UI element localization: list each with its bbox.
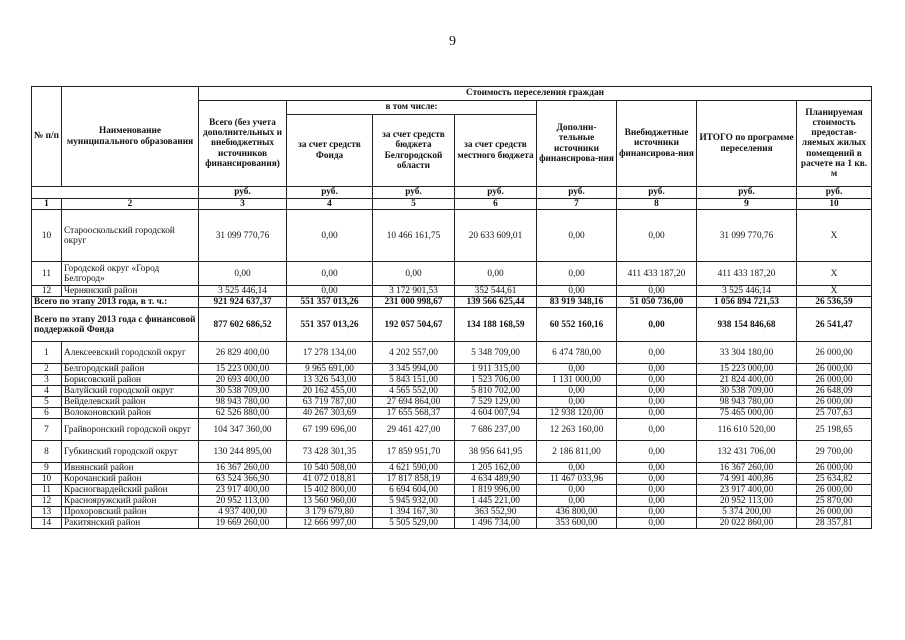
cell-total: 20 693 400,00 xyxy=(199,375,287,386)
cell-region: 17 655 568,37 xyxy=(373,408,455,419)
cell-extrabudget: 51 050 736,00 xyxy=(617,297,697,308)
row-name: Красногвардейский район xyxy=(62,485,199,496)
cell-additional: 0,00 xyxy=(537,485,617,496)
cell-fund: 0,00 xyxy=(287,286,373,297)
cell-total: 15 223 000,00 xyxy=(199,364,287,375)
header-group-title: Стоимость переселения граждан xyxy=(199,87,872,101)
cell-planned: 25 198,65 xyxy=(797,419,872,441)
cell-itogo: 15 223 000,00 xyxy=(697,364,797,375)
cell-total: 4 937 400,00 xyxy=(199,507,287,518)
row-num: 14 xyxy=(32,518,62,529)
cell-local: 20 633 609,01 xyxy=(455,210,537,262)
cell-region: 5 843 151,00 xyxy=(373,375,455,386)
total-label: Всего по этапу 2013 года с финансовой поддержкой Фонда xyxy=(32,308,199,342)
cell-total: 98 943 780,00 xyxy=(199,397,287,408)
resettlement-cost-table xyxy=(31,86,872,529)
row-num: 11 xyxy=(32,262,62,286)
cell-region: 17 859 951,70 xyxy=(373,441,455,463)
cell-additional: 0,00 xyxy=(537,496,617,507)
table-row xyxy=(32,375,872,386)
row-name: Белгородский район xyxy=(62,364,199,375)
header-num: № п/п xyxy=(32,87,62,187)
cell-extrabudget: 0,00 xyxy=(617,375,697,386)
cell-local: 7 529 129,00 xyxy=(455,397,537,408)
cell-itogo: 411 433 187,20 xyxy=(697,262,797,286)
cell-local: 0,00 xyxy=(455,262,537,286)
cell-region: 1 394 167,30 xyxy=(373,507,455,518)
cell-planned: 26 541,47 xyxy=(797,308,872,342)
unit-label: руб. xyxy=(287,187,373,199)
cell-region: 192 057 504,67 xyxy=(373,308,455,342)
cell-fund: 12 666 997,00 xyxy=(287,518,373,529)
cell-itogo: 30 538 709,00 xyxy=(697,386,797,397)
col-number: 2 xyxy=(62,199,199,210)
cell-total: 30 538 709,00 xyxy=(199,386,287,397)
cell-additional: 0,00 xyxy=(537,463,617,474)
header-fund: за счет средств Фонда xyxy=(287,115,373,187)
cell-local: 4 634 489,90 xyxy=(455,474,537,485)
header-additional: Дополни-тельные источники финансирова-ния xyxy=(537,101,617,187)
cell-local: 139 566 625,44 xyxy=(455,297,537,308)
cell-additional: 1 131 000,00 xyxy=(537,375,617,386)
cell-fund: 9 965 691,00 xyxy=(287,364,373,375)
table-row xyxy=(32,262,872,286)
cell-local: 5 348 709,00 xyxy=(455,342,537,364)
cell-itogo: 21 824 400,00 xyxy=(697,375,797,386)
row-name: Чернянский район xyxy=(62,286,199,297)
cell-total: 16 367 260,00 xyxy=(199,463,287,474)
cell-additional: 436 800,00 xyxy=(537,507,617,518)
page-number: 9 xyxy=(449,34,456,49)
table-row xyxy=(32,507,872,518)
row-name: Алексеевский городской округ xyxy=(62,342,199,364)
col-number: 7 xyxy=(537,199,617,210)
header-local: за счет средств местного бюджета xyxy=(455,115,537,187)
total-row xyxy=(32,297,872,308)
row-num: 2 xyxy=(32,364,62,375)
cell-local: 5 810 702,00 xyxy=(455,386,537,397)
cell-planned: 28 357,81 xyxy=(797,518,872,529)
cell-total: 31 099 770,76 xyxy=(199,210,287,262)
cell-planned: 26 000,00 xyxy=(797,485,872,496)
cell-extrabudget: 0,00 xyxy=(617,496,697,507)
row-num: 10 xyxy=(32,474,62,485)
cell-planned: 26 000,00 xyxy=(797,507,872,518)
cell-extrabudget: 0,00 xyxy=(617,286,697,297)
table-row xyxy=(32,441,872,463)
row-name: Волоконовский район xyxy=(62,408,199,419)
cell-total: 0,00 xyxy=(199,262,287,286)
table-row xyxy=(32,474,872,485)
table-row xyxy=(32,364,872,375)
col-number: 4 xyxy=(287,199,373,210)
cell-total: 23 917 400,00 xyxy=(199,485,287,496)
row-name: Борисовский район xyxy=(62,375,199,386)
cell-planned: 26 000,00 xyxy=(797,342,872,364)
header-planned: Планируемая стоимость предостав-ляемых жилых помещений в расчете на 1 кв. м xyxy=(797,101,872,187)
cell-fund: 13 560 960,00 xyxy=(287,496,373,507)
cell-itogo: 5 374 200,00 xyxy=(697,507,797,518)
cell-itogo: 20 952 113,00 xyxy=(697,496,797,507)
cell-planned: X xyxy=(797,262,872,286)
cell-additional: 0,00 xyxy=(537,364,617,375)
unit-label: руб. xyxy=(617,187,697,199)
col-number: 8 xyxy=(617,199,697,210)
total-label: Всего по этапу 2013 года, в т. ч.: xyxy=(32,297,199,308)
row-name: Губкинский городской округ xyxy=(62,441,199,463)
row-num: 12 xyxy=(32,286,62,297)
table-row xyxy=(32,408,872,419)
cell-extrabudget: 0,00 xyxy=(617,441,697,463)
cell-itogo: 23 917 400,00 xyxy=(697,485,797,496)
cell-region: 5 945 932,00 xyxy=(373,496,455,507)
cell-region: 27 694 864,00 xyxy=(373,397,455,408)
cell-fund: 10 540 508,00 xyxy=(287,463,373,474)
cell-extrabudget: 0,00 xyxy=(617,364,697,375)
cell-total: 20 952 113,00 xyxy=(199,496,287,507)
cell-additional: 353 600,00 xyxy=(537,518,617,529)
cell-itogo: 98 943 780,00 xyxy=(697,397,797,408)
row-num: 10 xyxy=(32,210,62,262)
cell-fund: 67 199 696,00 xyxy=(287,419,373,441)
table-row xyxy=(32,485,872,496)
row-num: 12 xyxy=(32,496,62,507)
cell-region: 6 694 604,00 xyxy=(373,485,455,496)
cell-extrabudget: 0,00 xyxy=(617,518,697,529)
cell-total: 3 525 446,14 xyxy=(199,286,287,297)
cell-planned: 26 000,00 xyxy=(797,463,872,474)
cell-additional: 12 263 160,00 xyxy=(537,419,617,441)
table-row xyxy=(32,518,872,529)
cell-additional: 0,00 xyxy=(537,210,617,262)
cell-extrabudget: 411 433 187,20 xyxy=(617,262,697,286)
col-number: 6 xyxy=(455,199,537,210)
cell-region: 0,00 xyxy=(373,262,455,286)
cell-local: 4 604 007,94 xyxy=(455,408,537,419)
cell-region: 4 621 590,00 xyxy=(373,463,455,474)
col-number: 3 xyxy=(199,199,287,210)
cell-fund: 3 179 679,80 xyxy=(287,507,373,518)
cell-planned: 29 700,00 xyxy=(797,441,872,463)
cell-itogo: 16 367 260,00 xyxy=(697,463,797,474)
cell-planned: 25 707,63 xyxy=(797,408,872,419)
header-including: в том числе: xyxy=(287,101,537,115)
row-name: Ракитянский район xyxy=(62,518,199,529)
cell-extrabudget: 0,00 xyxy=(617,463,697,474)
row-name: Старооскольский городской округ xyxy=(62,210,199,262)
cell-fund: 551 357 013,26 xyxy=(287,308,373,342)
table-row xyxy=(32,386,872,397)
cell-local: 352 544,61 xyxy=(455,286,537,297)
cell-additional: 0,00 xyxy=(537,386,617,397)
cell-fund: 20 162 455,00 xyxy=(287,386,373,397)
cell-fund: 0,00 xyxy=(287,210,373,262)
cell-region: 3 345 994,00 xyxy=(373,364,455,375)
cell-region: 231 000 998,67 xyxy=(373,297,455,308)
table-row xyxy=(32,397,872,408)
cell-planned: 26 536,59 xyxy=(797,297,872,308)
unit-label: руб. xyxy=(373,187,455,199)
cell-total: 921 924 637,37 xyxy=(199,297,287,308)
cell-region: 5 505 529,00 xyxy=(373,518,455,529)
cell-additional: 83 919 348,16 xyxy=(537,297,617,308)
cell-extrabudget: 0,00 xyxy=(617,419,697,441)
cell-local: 1 445 221,00 xyxy=(455,496,537,507)
header-extrabudget: Внебюджетные источники финансирова-ния xyxy=(617,101,697,187)
cell-fund: 73 428 301,35 xyxy=(287,441,373,463)
cell-total: 877 602 686,52 xyxy=(199,308,287,342)
cell-local: 7 686 237,00 xyxy=(455,419,537,441)
unit-label: руб. xyxy=(797,187,872,199)
row-name: Вейделевский район xyxy=(62,397,199,408)
cell-total: 62 526 880,00 xyxy=(199,408,287,419)
cell-fund: 17 278 134,00 xyxy=(287,342,373,364)
cell-itogo: 74 991 400,86 xyxy=(697,474,797,485)
cell-local: 1 911 315,00 xyxy=(455,364,537,375)
cell-additional: 6 474 780,00 xyxy=(537,342,617,364)
cell-local: 1 205 162,00 xyxy=(455,463,537,474)
cell-local: 38 956 641,95 xyxy=(455,441,537,463)
col-number: 10 xyxy=(797,199,872,210)
cell-planned: X xyxy=(797,286,872,297)
cell-total: 63 524 366,90 xyxy=(199,474,287,485)
cell-region: 3 172 901,53 xyxy=(373,286,455,297)
cell-local: 1 523 706,00 xyxy=(455,375,537,386)
header-region: за счет средств бюджета Белгородской области xyxy=(373,115,455,187)
cell-total: 26 829 400,00 xyxy=(199,342,287,364)
col-number: 5 xyxy=(373,199,455,210)
cell-additional: 12 938 120,00 xyxy=(537,408,617,419)
cell-fund: 0,00 xyxy=(287,262,373,286)
cell-local: 134 188 168,59 xyxy=(455,308,537,342)
cell-region: 29 461 427,00 xyxy=(373,419,455,441)
cell-additional: 11 467 033,96 xyxy=(537,474,617,485)
unit-label: руб. xyxy=(455,187,537,199)
cell-fund: 13 326 543,00 xyxy=(287,375,373,386)
total-fund-row xyxy=(32,308,872,342)
row-name: Грайворонский городской округ xyxy=(62,419,199,441)
col-number: 9 xyxy=(697,199,797,210)
cell-planned: 26 000,00 xyxy=(797,375,872,386)
cell-extrabudget: 0,00 xyxy=(617,408,697,419)
cell-planned: 25 870,00 xyxy=(797,496,872,507)
cell-region: 17 817 858,19 xyxy=(373,474,455,485)
cell-extrabudget: 0,00 xyxy=(617,474,697,485)
table-row xyxy=(32,210,872,262)
cell-itogo: 1 056 894 721,53 xyxy=(697,297,797,308)
table-row xyxy=(32,463,872,474)
header-name: Наименование муниципального образования xyxy=(62,87,199,187)
cell-region: 4 202 557,00 xyxy=(373,342,455,364)
cell-fund: 41 072 018,81 xyxy=(287,474,373,485)
cell-total: 104 347 360,00 xyxy=(199,419,287,441)
cell-itogo: 132 431 706,00 xyxy=(697,441,797,463)
cell-additional: 0,00 xyxy=(537,262,617,286)
cell-itogo: 75 465 000,00 xyxy=(697,408,797,419)
header-total: Всего (без учета дополнительных и внебюджетных источников финансирования) xyxy=(199,101,287,187)
cell-extrabudget: 0,00 xyxy=(617,485,697,496)
cell-planned: X xyxy=(797,210,872,262)
cell-itogo: 116 610 520,00 xyxy=(697,419,797,441)
table-row xyxy=(32,419,872,441)
row-num: 4 xyxy=(32,386,62,397)
row-num: 9 xyxy=(32,463,62,474)
unit-label: руб. xyxy=(199,187,287,199)
row-name: Городской округ «Город Белгород» xyxy=(62,262,199,286)
cell-extrabudget: 0,00 xyxy=(617,210,697,262)
cell-itogo: 20 022 860,00 xyxy=(697,518,797,529)
table-row xyxy=(32,286,872,297)
cell-additional: 0,00 xyxy=(537,286,617,297)
row-num: 8 xyxy=(32,441,62,463)
cell-additional: 2 186 811,00 xyxy=(537,441,617,463)
row-num: 6 xyxy=(32,408,62,419)
cell-extrabudget: 0,00 xyxy=(617,507,697,518)
row-name: Корочанский район xyxy=(62,474,199,485)
row-name: Ивнянский район xyxy=(62,463,199,474)
row-num: 7 xyxy=(32,419,62,441)
cell-extrabudget: 0,00 xyxy=(617,386,697,397)
cell-local: 1 819 996,00 xyxy=(455,485,537,496)
table-row xyxy=(32,342,872,364)
row-name: Прохоровский район xyxy=(62,507,199,518)
row-num: 11 xyxy=(32,485,62,496)
cell-fund: 15 402 800,00 xyxy=(287,485,373,496)
cell-extrabudget: 0,00 xyxy=(617,397,697,408)
header-itogo: ИТОГО по программе переселения xyxy=(697,101,797,187)
row-name: Валуйский городской округ xyxy=(62,386,199,397)
cell-local: 1 496 734,00 xyxy=(455,518,537,529)
cell-itogo: 938 154 846,68 xyxy=(697,308,797,342)
cell-extrabudget: 0,00 xyxy=(617,308,697,342)
table-row xyxy=(32,496,872,507)
cell-fund: 63 719 787,00 xyxy=(287,397,373,408)
cell-itogo: 3 525 446,14 xyxy=(697,286,797,297)
cell-additional: 0,00 xyxy=(537,397,617,408)
cell-planned: 26 648,09 xyxy=(797,386,872,397)
cell-planned: 26 000,00 xyxy=(797,397,872,408)
cell-itogo: 31 099 770,76 xyxy=(697,210,797,262)
cell-itogo: 33 304 180,00 xyxy=(697,342,797,364)
cell-total: 130 244 895,00 xyxy=(199,441,287,463)
row-num: 3 xyxy=(32,375,62,386)
row-name: Краснояружский район xyxy=(62,496,199,507)
cell-region: 4 565 552,00 xyxy=(373,386,455,397)
row-num: 5 xyxy=(32,397,62,408)
unit-label: руб. xyxy=(697,187,797,199)
cell-additional: 60 552 160,16 xyxy=(537,308,617,342)
unit-label: руб. xyxy=(537,187,617,199)
cell-total: 19 669 260,00 xyxy=(199,518,287,529)
row-num: 13 xyxy=(32,507,62,518)
row-num: 1 xyxy=(32,342,62,364)
cell-fund: 551 357 013,26 xyxy=(287,297,373,308)
cell-planned: 25 634,82 xyxy=(797,474,872,485)
cell-region: 10 466 161,75 xyxy=(373,210,455,262)
cell-fund: 40 267 303,69 xyxy=(287,408,373,419)
cell-planned: 26 000,00 xyxy=(797,364,872,375)
cell-extrabudget: 0,00 xyxy=(617,342,697,364)
cell-local: 363 552,90 xyxy=(455,507,537,518)
col-number: 1 xyxy=(32,199,62,210)
